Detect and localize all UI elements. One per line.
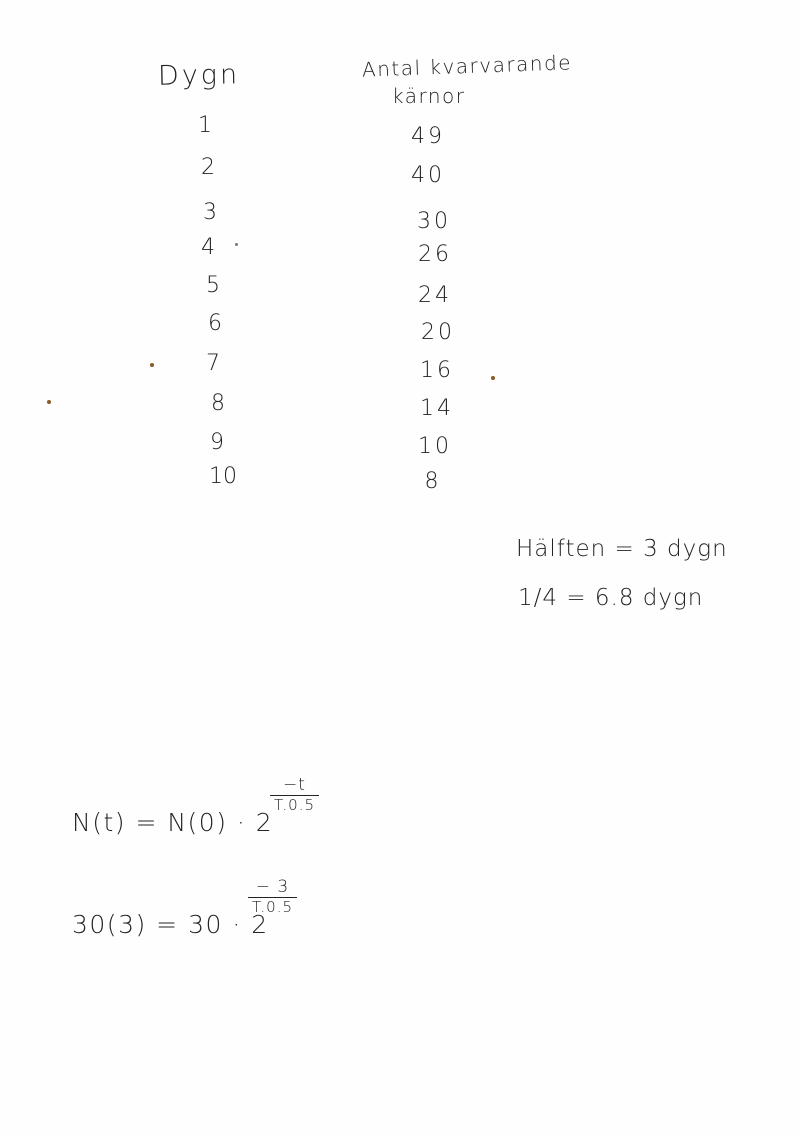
header-antal-line1: Antal kvarvarande: [361, 50, 573, 82]
table-row-day: 10: [209, 464, 237, 489]
table-row-count: 16: [420, 358, 454, 383]
table-row-day: 7: [206, 351, 220, 376]
formula-general-exp-numerator: −t: [283, 775, 306, 795]
formula-applied-exp-numerator: − 3: [255, 877, 290, 897]
formula-applied-base: 30(3) = 30 · 2: [72, 910, 269, 939]
scan-speck: [235, 243, 238, 246]
header-dygn: Dygn: [157, 59, 241, 92]
table-row-count: 30: [417, 209, 451, 234]
table-row-count: 49: [411, 124, 445, 149]
formula-applied-exponent: [248, 877, 297, 916]
table-row-count: 24: [418, 283, 452, 308]
table-row-count: 10: [418, 434, 452, 459]
header-antal-line2: kärnor: [392, 84, 466, 108]
table-row-count: 14: [420, 396, 454, 421]
scan-speck: [150, 363, 154, 367]
scan-speck: [47, 400, 51, 404]
table-row-day: 8: [211, 391, 225, 416]
formula-applied-exp-denominator: T.0.5: [248, 897, 297, 916]
table-row-day: 4: [201, 235, 215, 260]
table-row-count: 8: [424, 469, 442, 494]
table-row-day: 6: [208, 311, 222, 336]
table-row-day: 2: [201, 155, 215, 180]
table-row-day: 3: [203, 200, 217, 225]
formula-general-exp-denominator: T.0.5: [270, 795, 319, 814]
table-row-count: 20: [421, 320, 455, 345]
scan-speck: [491, 376, 495, 380]
note-quarter-life: 1/4 = 6.8 dygn: [518, 585, 704, 611]
table-row-count: 26: [418, 242, 452, 267]
table-row-day: 9: [210, 430, 224, 455]
table-row-day: 5: [206, 273, 220, 298]
formula-general-base: N(t) = N(0) · 2: [72, 808, 274, 837]
formula-general-exponent: [270, 775, 319, 814]
note-half-life: Hälften = 3 dygn: [516, 536, 728, 562]
table-row-day: 1: [198, 113, 212, 138]
table-row-count: 40: [411, 163, 445, 188]
